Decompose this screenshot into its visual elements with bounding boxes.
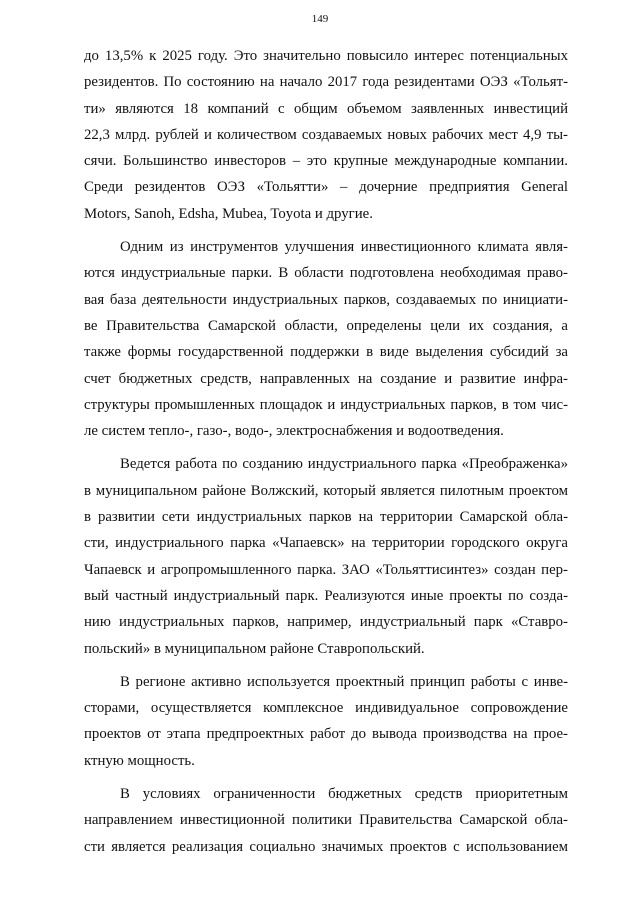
text-line: Motors, Sanoh, Edsha, Mubea, Toyota и другие. <box>84 205 373 222</box>
text-line: также формы государственной поддержки в виде выделения субсидий за <box>84 344 568 361</box>
text-line: сти, индустриального парка «Чапаевск» на территории городского округа <box>84 535 568 552</box>
text-line: структуры промышленных площадок и индустриальных парков, в том чис- <box>84 396 568 413</box>
text-line: сячи. Большинство инвесторов – это крупные международные компании. <box>84 153 568 170</box>
paragraph <box>84 669 568 774</box>
text-line: В условиях ограниченности бюджетных средств приоритетным <box>120 786 568 803</box>
text-line: ктную мощность. <box>84 752 195 769</box>
text-line: сторами, осуществляется комплексное индивидуальное сопровождение <box>84 700 568 717</box>
text-line: резидентов. По состоянию на начало 2017 года резидентами ОЭЗ «Тольят- <box>84 74 568 91</box>
text-line: Чапаевск и агропромышленного парка. ЗАО «Тольяттисинтез» создан пер- <box>84 561 568 578</box>
paragraph <box>84 781 568 860</box>
text-line: ти» являются 18 компаний с общим объемом заявленных инвестиций <box>84 100 568 117</box>
text-line: в развитии сети индустриальных парков на территории Самарской обла- <box>84 509 568 526</box>
paragraph <box>84 234 568 444</box>
text-line: направлением инвестиционной политики Правительства Самарской обла- <box>84 812 568 829</box>
page-number: 149 <box>311 13 329 25</box>
text-line: Ведется работа по созданию индустриального парка «Преображенка» <box>120 456 568 473</box>
text-line: ются индустриальные парки. В области подготовлена необходимая право- <box>84 265 568 282</box>
text-line: нию индустриальных парков, например, индустриальный парк «Ставро- <box>84 614 568 631</box>
text-line: проектов от этапа предпроектных работ до вывода производства на прое- <box>84 726 568 743</box>
text-line: в муниципальном районе Волжский, который является пилотным проектом <box>84 482 568 499</box>
text-line: вый частный индустриальный парк. Реализуются иные проекты по созда- <box>84 587 568 604</box>
paragraph <box>84 451 568 661</box>
text-line: польский» в муниципальном районе Ставропольский. <box>84 640 425 657</box>
text-line: ле систем тепло-, газо-, водо-, электроснабжения и водоотведения. <box>84 423 504 440</box>
text-line: вая база деятельности индустриальных парков, создаваемых по инициати- <box>84 291 568 308</box>
text-line: В регионе активно используется проектный принцип работы с инве- <box>120 673 568 690</box>
text-line: сти является реализация социально значимых проектов с использованием <box>84 838 568 855</box>
text-line: 22,3 млрд. рублей и количеством создаваемых новых рабочих мест 4,9 ты- <box>84 126 568 143</box>
text-line: счет бюджетных средств, направленных на создание и развитие инфра- <box>84 370 568 387</box>
paragraph <box>84 43 568 227</box>
document-body <box>84 43 568 860</box>
text-line: ве Правительства Самарской области, определены цели их создания, а <box>84 317 568 334</box>
text-line: до 13,5% к 2025 году. Это значительно повысило интерес потенциальных <box>84 48 568 64</box>
text-line: Одним из инструментов улучшения инвестиционного климата явля- <box>120 239 568 256</box>
text-line: Среди резидентов ОЭЗ «Тольятти» – дочерние предприятия General <box>84 179 568 196</box>
